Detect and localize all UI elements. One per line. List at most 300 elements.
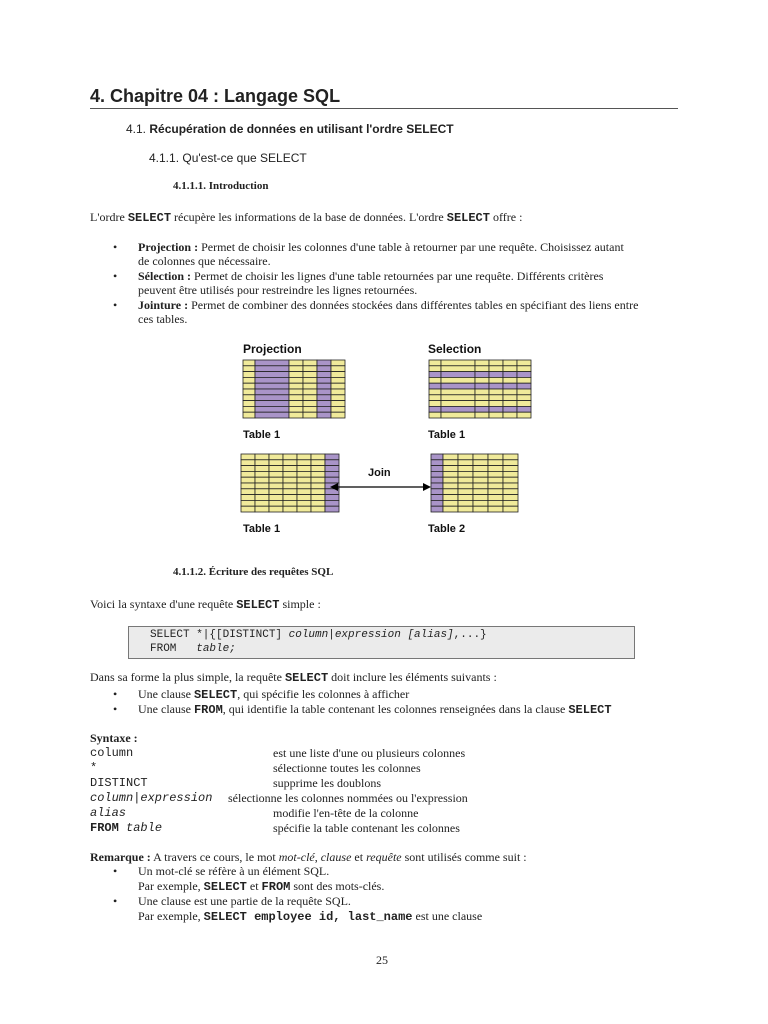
bullet-term: Sélection : [138, 269, 191, 283]
grid-cell [517, 366, 531, 372]
grid-cell [255, 466, 269, 472]
grid-cell [311, 466, 325, 472]
clause-text: , qui spécifie les colonnes à afficher [237, 687, 410, 701]
grid-cell [503, 406, 517, 412]
grid-cell [489, 360, 503, 366]
grid-cell [325, 506, 339, 512]
grid-cell [431, 471, 443, 477]
grid-cell [473, 500, 488, 506]
grid-cell [241, 506, 255, 512]
syntax-intro [90, 597, 321, 613]
grid-cell [488, 489, 503, 495]
grid-cell [243, 383, 255, 389]
grid-cell [475, 412, 489, 418]
grid-cell [289, 372, 303, 378]
grid-cell [303, 389, 317, 395]
grid-cell [241, 466, 255, 472]
simple-form-text: Dans sa forme la plus simple, la requête [90, 670, 285, 684]
grid-cell [441, 366, 475, 372]
grid-cell [441, 406, 475, 412]
grid-cell [331, 366, 345, 372]
grid-cell [331, 372, 345, 378]
grid-cell [325, 500, 339, 506]
intro-text-2: récupère les informations de la base de données. L'ordre [171, 210, 447, 224]
syntaxe-label: Syntaxe : [90, 731, 138, 745]
grid-cell [503, 412, 517, 418]
grid-cell [488, 466, 503, 472]
grid-cell [283, 454, 297, 460]
grid-cell [303, 372, 317, 378]
grid-cell [325, 495, 339, 501]
grid-cell [458, 489, 473, 495]
grid-cell [325, 460, 339, 466]
grid-cell [488, 506, 503, 512]
grid-cell [475, 406, 489, 412]
grid-cell [311, 483, 325, 489]
grid-cell [489, 377, 503, 383]
clause-text: , qui identifie la table contenant les colonnes renseignées dans la clause [222, 702, 569, 716]
grid-cell [243, 360, 255, 366]
chapter-title: 4. Chapitre 04 : Langage SQL [90, 86, 341, 106]
grid-cell [443, 500, 458, 506]
grid-cell [317, 395, 331, 401]
grid-cell [303, 395, 317, 401]
grid-cell [443, 454, 458, 460]
grid-cell [473, 454, 488, 460]
grid-cell [255, 489, 269, 495]
grid-cell [243, 412, 255, 418]
grid-cell [255, 500, 269, 506]
grid-cell [283, 489, 297, 495]
syntaxe-term: alias [90, 806, 127, 820]
grid-cell [241, 489, 255, 495]
syntaxe-desc: sélectionne toutes les colonnes [273, 761, 421, 775]
grid-cell [303, 360, 317, 366]
grid-cell [297, 489, 311, 495]
grid-cell [317, 389, 331, 395]
bullet-text: ces tables. [138, 312, 188, 326]
remarque-bullet-text: Un mot-clé se réfère à un élément SQL. [138, 864, 330, 878]
join-table-1 [241, 454, 339, 512]
grid-cell [429, 360, 441, 366]
table2-label-join: Table 2 [428, 523, 466, 535]
table1-label-projection: Table 1 [243, 429, 281, 441]
grid-cell [283, 483, 297, 489]
grid-cell [297, 466, 311, 472]
keyword-select: SELECT [446, 211, 490, 225]
grid-cell [317, 377, 331, 383]
keyword: SELECT [193, 688, 238, 702]
bullet-term: Projection : [138, 240, 199, 254]
grid-cell [289, 383, 303, 389]
grid-cell [241, 460, 255, 466]
writing-queries-heading: 4.1.1.2. Écriture des requêtes SQL [173, 566, 334, 578]
grid-cell [241, 495, 255, 501]
grid-cell [255, 460, 269, 466]
syntaxe-desc: modifie l'en-tête de la colonne [273, 806, 419, 820]
grid-cell [303, 401, 317, 407]
bullet-dot: • [113, 702, 118, 716]
grid-cell [289, 360, 303, 366]
code-text: SELECT *|{[DISTINCT] [150, 629, 289, 641]
syntaxe-title [90, 731, 138, 746]
grid-cell [488, 477, 503, 483]
bullet-text: de colonnes que nécessaire. [138, 254, 271, 268]
grid-cell [243, 372, 255, 378]
grid-cell [517, 360, 531, 366]
grid-cell [503, 377, 517, 383]
section-text: Récupération de données en utilisant l'ordre SELECT [149, 122, 454, 136]
grid-cell [269, 477, 283, 483]
grid-cell [431, 454, 443, 460]
selection-table [429, 360, 531, 418]
grid-cell [517, 383, 531, 389]
remarque-bullet-text: est une clause [412, 909, 483, 923]
keyword-from: FROM [90, 821, 127, 835]
grid-cell [475, 395, 489, 401]
intro-text-3: offre : [489, 210, 523, 224]
grid-cell [429, 372, 441, 378]
grid-cell [243, 389, 255, 395]
grid-cell [317, 366, 331, 372]
grid-cell [331, 377, 345, 383]
grid-cell [429, 395, 441, 401]
grid-cell [283, 495, 297, 501]
code-line-2 [150, 642, 236, 656]
grid-cell [473, 477, 488, 483]
grid-cell [429, 401, 441, 407]
syntaxe-term: column|expression [90, 791, 213, 805]
table-italic: table [126, 821, 163, 835]
grid-cell [458, 506, 473, 512]
grid-cell [317, 412, 331, 418]
grid-cell [489, 372, 503, 378]
grid-cell [441, 389, 475, 395]
grid-cell [255, 406, 289, 412]
grid-cell [297, 460, 311, 466]
grid-cell [517, 395, 531, 401]
remarque-text: et [351, 850, 367, 864]
grid-cell [283, 460, 297, 466]
grid-cell [297, 483, 311, 489]
syntaxe-desc: spécifie la table contenant les colonnes [273, 821, 460, 835]
remarque-bullet-text: Par exemple, [138, 879, 204, 893]
grid-cell [283, 477, 297, 483]
remarque-italic: requête [366, 850, 402, 864]
remarque-text: A travers ce cours, le mot [150, 850, 279, 864]
code-text: FROM [150, 643, 197, 655]
grid-cell [255, 495, 269, 501]
grid-cell [489, 412, 503, 418]
grid-cell [255, 377, 289, 383]
grid-cell [489, 383, 503, 389]
grid-cell [475, 372, 489, 378]
remarque-paragraph [90, 850, 527, 865]
grid-cell [311, 477, 325, 483]
grid-cell [289, 395, 303, 401]
join-table-2 [431, 454, 518, 512]
grid-cell [473, 489, 488, 495]
simple-form-text: doit inclure les éléments suivants : [328, 670, 497, 684]
bullet-dot: • [113, 687, 118, 701]
grid-cell [243, 395, 255, 401]
grid-cell [488, 483, 503, 489]
grid-cell [503, 471, 518, 477]
syntaxe-term: column [90, 746, 134, 760]
syntax-intro-text: simple : [279, 597, 321, 611]
grid-cell [269, 500, 283, 506]
code-line-1 [150, 628, 487, 642]
bullet-text: Permet de choisir les colonnes d'une table à retourner par une requête. Choisissez autant [198, 240, 624, 254]
remarque-italic: mot-clé [278, 850, 315, 864]
grid-cell [243, 366, 255, 372]
grid-cell [458, 477, 473, 483]
keyword: FROM [193, 703, 223, 717]
grid-cell [503, 360, 517, 366]
remarque-text: , [314, 850, 321, 864]
grid-cell [317, 401, 331, 407]
remarque-bullet-text: et [246, 879, 262, 893]
grid-cell [311, 489, 325, 495]
grid-cell [431, 483, 443, 489]
syntaxe-desc: est une liste d'une ou plusieurs colonnes [273, 746, 466, 760]
grid-cell [317, 372, 331, 378]
grid-cell [325, 454, 339, 460]
grid-cell [241, 500, 255, 506]
grid-cell [458, 500, 473, 506]
grid-cell [311, 460, 325, 466]
syntaxe-term: DISTINCT [90, 776, 148, 790]
grid-cell [473, 471, 488, 477]
syntax-intro-text: Voici la syntaxe d'une requête [90, 597, 237, 611]
grid-cell [331, 406, 345, 412]
subsection-number: 4.1.1. [149, 151, 180, 165]
bullet-dot: • [113, 240, 118, 254]
grid-cell [458, 483, 473, 489]
grid-cell [503, 389, 517, 395]
grid-cell [303, 406, 317, 412]
grid-cell [289, 401, 303, 407]
remarque-text: sont utilisés comme suit : [401, 850, 527, 864]
grid-cell [517, 389, 531, 395]
grid-cell [488, 460, 503, 466]
grid-cell [503, 395, 517, 401]
section-number: 4.1. [126, 122, 147, 136]
grid-cell [269, 506, 283, 512]
syntaxe-term [90, 821, 162, 835]
grid-cell [503, 366, 517, 372]
grid-cell [441, 372, 475, 378]
grid-cell [503, 454, 518, 460]
grid-cell [255, 454, 269, 460]
grid-cell [443, 483, 458, 489]
grid-cell [429, 366, 441, 372]
grid-cell [503, 506, 518, 512]
syntaxe-desc: supprime les doublons [273, 776, 381, 790]
grid-cell [473, 466, 488, 472]
grid-cell [517, 401, 531, 407]
clause-text: Une clause [138, 687, 194, 701]
grid-cell [475, 366, 489, 372]
grid-cell [331, 395, 345, 401]
grid-cell [255, 389, 289, 395]
grid-cell [503, 372, 517, 378]
grid-cell [441, 395, 475, 401]
grid-cell [269, 460, 283, 466]
grid-cell [443, 495, 458, 501]
grid-cell [517, 412, 531, 418]
grid-cell [429, 412, 441, 418]
code-italic: table; [196, 643, 236, 655]
grid-cell [297, 477, 311, 483]
page-number: 25 [376, 953, 388, 967]
grid-cell [431, 500, 443, 506]
grid-cell [283, 471, 297, 477]
grid-cell [269, 471, 283, 477]
grid-cell [517, 377, 531, 383]
bullet-dot: • [113, 894, 118, 908]
grid-cell [325, 477, 339, 483]
keyword: FROM [261, 880, 291, 894]
grid-cell [475, 401, 489, 407]
bullet-dot: • [113, 864, 118, 878]
grid-cell [243, 401, 255, 407]
grid-cell [441, 412, 475, 418]
grid-cell [241, 454, 255, 460]
grid-cell [303, 412, 317, 418]
grid-cell [325, 471, 339, 477]
remarque-bullet-text: Par exemple, [138, 909, 204, 923]
keyword: SELECT [203, 880, 247, 894]
table1-label-join: Table 1 [243, 523, 281, 535]
grid-cell [241, 477, 255, 483]
grid-cell [283, 506, 297, 512]
grid-cell [431, 495, 443, 501]
code-italic: column|expression [alias] [288, 629, 454, 641]
grid-cell [473, 495, 488, 501]
grid-cell [429, 389, 441, 395]
grid-cell [317, 406, 331, 412]
grid-cell [289, 412, 303, 418]
subsection-heading [149, 151, 307, 165]
syntaxe-desc: sélectionne les colonnes nommées ou l'expression [228, 791, 468, 805]
code-block [128, 626, 635, 659]
grid-cell [255, 372, 289, 378]
grid-cell [458, 471, 473, 477]
grid-cell [503, 500, 518, 506]
grid-cell [241, 483, 255, 489]
bullet-dot: • [113, 269, 118, 283]
grid-cell [255, 401, 289, 407]
grid-cell [503, 477, 518, 483]
grid-cell [488, 471, 503, 477]
keyword-select: SELECT [284, 671, 329, 685]
grid-cell [243, 377, 255, 383]
grid-cell [489, 401, 503, 407]
grid-cell [269, 483, 283, 489]
grid-cell [331, 360, 345, 366]
grid-cell [488, 495, 503, 501]
code-text: ,...} [453, 629, 487, 641]
grid-cell [303, 366, 317, 372]
grid-cell [331, 401, 345, 407]
grid-cell [325, 466, 339, 472]
grid-cell [503, 489, 518, 495]
grid-cell [317, 383, 331, 389]
syntaxe-term: * [90, 761, 98, 775]
bullet-text: Permet de choisir les lignes d'une table retournées par une requête. Différents critères [191, 269, 604, 283]
grid-cell [255, 366, 289, 372]
grid-cell [317, 360, 331, 366]
projection-label: Projection [243, 342, 302, 356]
grid-cell [489, 366, 503, 372]
grid-cell [475, 383, 489, 389]
grid-cell [255, 395, 289, 401]
grid-cell [297, 454, 311, 460]
grid-cell [297, 506, 311, 512]
grid-cell [255, 412, 289, 418]
selection-label: Selection [428, 342, 482, 356]
introduction-heading: 4.1.1.1. Introduction [173, 180, 269, 192]
grid-cell [443, 466, 458, 472]
grid-cell [489, 406, 503, 412]
grid-cell [441, 377, 475, 383]
grid-cell [473, 483, 488, 489]
grid-cell [241, 471, 255, 477]
grid-cell [443, 477, 458, 483]
grid-cell [331, 383, 345, 389]
grid-cell [458, 495, 473, 501]
projection-table [243, 360, 345, 418]
keyword-select: SELECT [127, 211, 172, 225]
remarque-bullet-text: Une clause est une partie de la requête SQL. [138, 894, 351, 908]
grid-cell [255, 383, 289, 389]
grid-cell [517, 372, 531, 378]
grid-cell [269, 489, 283, 495]
grid-cell [503, 495, 518, 501]
grid-cell [289, 389, 303, 395]
grid-cell [489, 389, 503, 395]
simple-form-paragraph [90, 670, 497, 686]
grid-cell [431, 460, 443, 466]
grid-cell [255, 506, 269, 512]
grid-cell [473, 506, 488, 512]
grid-cell [431, 506, 443, 512]
grid-cell [503, 466, 518, 472]
grid-cell [289, 377, 303, 383]
remarque-label: Remarque : [90, 850, 151, 864]
grid-cell [489, 395, 503, 401]
grid-cell [283, 466, 297, 472]
grid-cell [429, 406, 441, 412]
grid-cell [441, 360, 475, 366]
remarque-italic: clause [320, 850, 352, 864]
grid-cell [458, 460, 473, 466]
grid-cell [458, 454, 473, 460]
subsection-text: Qu'est-ce que SELECT [182, 151, 307, 165]
grid-cell [441, 401, 475, 407]
grid-cell [331, 412, 345, 418]
grid-cell [431, 489, 443, 495]
grid-cell [458, 466, 473, 472]
remarque-bullet-text: sont des mots-clés. [290, 879, 385, 893]
grid-cell [429, 377, 441, 383]
grid-cell [255, 477, 269, 483]
clause-text: Une clause [138, 702, 194, 716]
grid-cell [473, 460, 488, 466]
grid-cell [443, 471, 458, 477]
keyword: SELECT employee id, last_name [203, 910, 413, 924]
